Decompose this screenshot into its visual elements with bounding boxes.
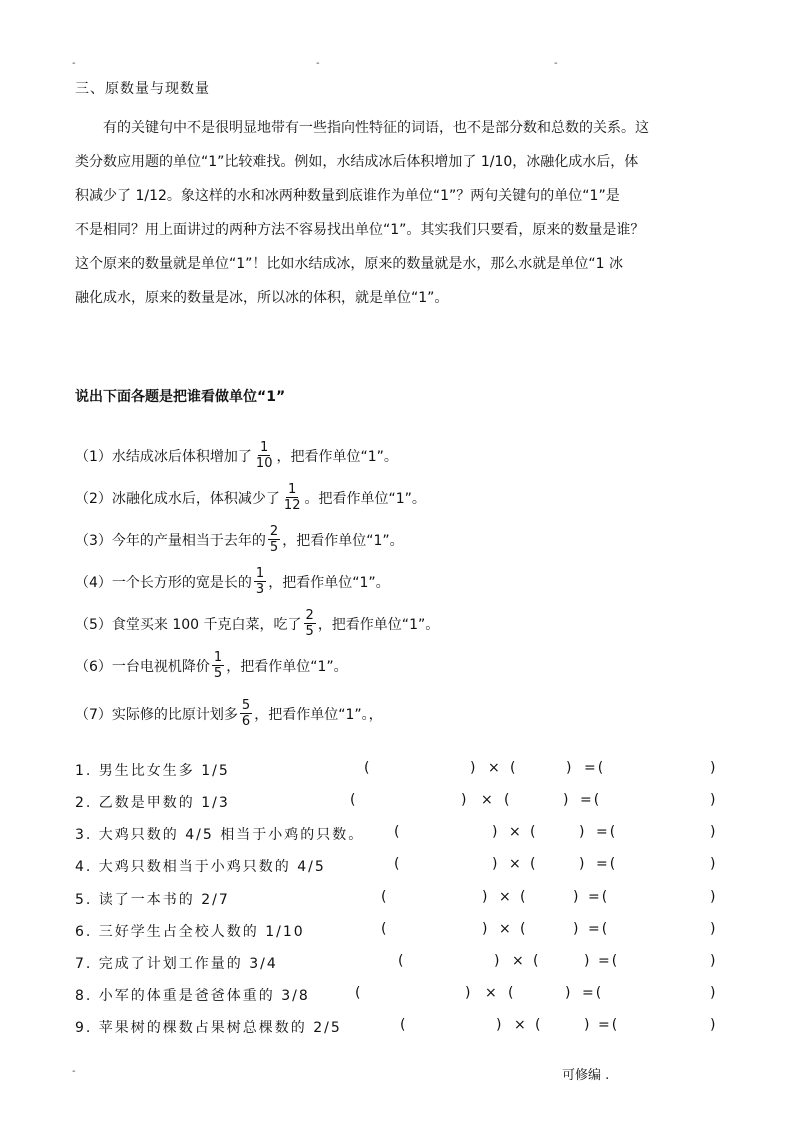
equals-blank-open[interactable]: =(: [588, 921, 610, 937]
blank-open[interactable]: (: [398, 953, 406, 969]
section-title: 三、原数量与现数量: [75, 81, 210, 97]
blank-close[interactable]: ): [492, 824, 500, 840]
blank-open[interactable]: (: [355, 985, 363, 1001]
fraction-numerator: 1: [288, 482, 297, 497]
exercise-text: 8. 小军的体重是爸爸体重的 3/8: [75, 988, 310, 1004]
paragraph-line: 不是相同？用上面讲过的两种方法不容易找出单位“1”。其实我们只要看，原来的数量是谁？: [75, 222, 645, 238]
fraction-numerator: 1: [260, 440, 269, 455]
blank-close[interactable]: ): [470, 760, 478, 776]
paragraph-line: 积减少了 1/12。象这样的水和冰两种数量到底谁作为单位“1”？两句关键句的单位“1”是: [75, 188, 620, 204]
blank-close[interactable]: ): [710, 1017, 718, 1033]
blank-close[interactable]: ): [573, 889, 581, 905]
blank-close[interactable]: ): [563, 792, 571, 808]
question-1: [75, 440, 398, 471]
fraction-numerator: 5: [241, 698, 251, 713]
times-sign: ×: [488, 760, 502, 776]
times-sign: ×: [499, 889, 513, 905]
question-text: （7）实际修的比原计划多: [75, 706, 238, 723]
blank-close[interactable]: ): [710, 824, 718, 840]
question-text: ，把看作单位“1”。，: [254, 706, 383, 723]
question-text: ，把看作单位“1”。: [226, 658, 348, 675]
header-mark-right: -: [554, 58, 558, 69]
blank-close[interactable]: ): [482, 921, 490, 937]
fraction: [240, 698, 252, 729]
blank-open[interactable]: (: [533, 953, 541, 969]
question-5: [75, 608, 439, 639]
blank-open[interactable]: (: [381, 921, 389, 937]
blank-close[interactable]: ): [579, 824, 587, 840]
equals-blank-open[interactable]: =(: [588, 889, 610, 905]
exercise-text: 7. 完成了计划工作量的 3/4: [75, 956, 278, 972]
question-6: [75, 650, 348, 681]
fraction-denominator: 5: [213, 666, 223, 681]
paragraph-line: 类分数应用题的单位“1”比较难找。例如，水结成冰后体积增加了 1/10，冰融化成水后，体: [75, 154, 639, 170]
equals-blank-open[interactable]: =(: [598, 1017, 620, 1033]
blank-close[interactable]: ): [710, 792, 718, 808]
question-text: （3）今年的产量相当于去年的: [75, 532, 266, 549]
equals-blank-open[interactable]: =(: [584, 760, 606, 776]
blank-open[interactable]: (: [394, 856, 402, 872]
exercise-text: 1. 男生比女生多 1/5: [75, 763, 230, 779]
blank-close[interactable]: ): [461, 792, 469, 808]
fraction-numerator: 1: [255, 566, 265, 581]
question-7: [75, 698, 383, 729]
question-text: ，把看作单位“1”。: [268, 574, 390, 591]
fraction: [254, 566, 266, 597]
blank-open[interactable]: (: [394, 824, 402, 840]
question-2: [75, 482, 426, 513]
fraction-numerator: 1: [213, 650, 223, 665]
blank-open[interactable]: (: [520, 889, 528, 905]
equals-blank-open[interactable]: =(: [582, 985, 604, 1001]
blank-open[interactable]: (: [520, 921, 528, 937]
fraction: [282, 482, 303, 513]
question-text: （2）冰融化成水后，体积减少了: [75, 490, 280, 507]
header-mark-left: -: [72, 58, 76, 69]
footer-text: 可修编 .: [562, 1068, 610, 1083]
blank-close[interactable]: ): [710, 985, 718, 1001]
fraction-denominator: 5: [305, 624, 314, 639]
question-text: 。把看作单位“1”。: [304, 490, 426, 507]
question-text: （5）食堂买来 100 千克白菜，吃了: [75, 616, 302, 633]
paragraph-line: 融化成水，原来的数量是冰，所以冰的体积，就是单位“1”。: [75, 290, 449, 306]
header-mark-center: -: [316, 58, 320, 69]
paragraph-line: 这个原来的数量就是单位“1”！比如水结成冰，原来的数量就是水，那么水就是单位“1 冰: [75, 256, 624, 272]
fraction-denominator: 3: [255, 582, 265, 597]
blank-open[interactable]: (: [510, 760, 518, 776]
question-text: （6）一台电视机降价: [75, 658, 210, 675]
blank-close[interactable]: ): [710, 953, 718, 969]
times-sign: ×: [485, 985, 499, 1001]
times-sign: ×: [481, 792, 495, 808]
fraction-denominator: 6: [241, 714, 251, 729]
blank-close[interactable]: ): [710, 889, 718, 905]
blank-close[interactable]: ): [584, 953, 592, 969]
footer-mark: -: [72, 1066, 76, 1077]
exercise-text: 9. 苹果树的棵数占果树总棵数的 2/5: [75, 1020, 342, 1036]
question-text: （4）一个长方形的宽是长的: [75, 574, 252, 591]
blank-close[interactable]: ): [584, 1017, 592, 1033]
blank-close[interactable]: ): [492, 856, 500, 872]
blank-open[interactable]: (: [530, 856, 538, 872]
blank-open[interactable]: (: [350, 792, 358, 808]
blank-open[interactable]: (: [381, 889, 389, 905]
paragraph-line: 有的关键句中不是很明显地带有一些指向性特征的词语，也不是部分数和总数的关系。这: [103, 120, 649, 136]
fraction: [254, 440, 275, 471]
blank-close[interactable]: ): [710, 856, 718, 872]
times-sign: ×: [499, 921, 513, 937]
blank-close[interactable]: ): [494, 953, 502, 969]
blank-close[interactable]: ): [579, 856, 587, 872]
times-sign: ×: [512, 953, 526, 969]
blank-open[interactable]: (: [504, 792, 512, 808]
fraction: [304, 608, 316, 639]
blank-open[interactable]: (: [508, 985, 516, 1001]
blank-open[interactable]: (: [535, 1017, 543, 1033]
exercise-text: 4. 大鸡只数相当于小鸡只数的 4/5: [75, 859, 326, 875]
question-text: ，把看作单位“1”。: [282, 532, 404, 549]
question-text: （1）水结成冰后体积增加了: [75, 448, 252, 465]
blank-close[interactable]: ): [465, 985, 473, 1001]
exercise-heading: 说出下面各题是把谁看做单位“1”: [75, 389, 286, 405]
question-text: ，把看作单位“1”。: [317, 616, 440, 633]
times-sign: ×: [509, 824, 523, 840]
equals-blank-open[interactable]: =(: [596, 824, 618, 840]
exercise-text: 5. 读了一本书的 2/7: [75, 892, 230, 908]
blank-open[interactable]: (: [364, 760, 372, 776]
blank-open[interactable]: (: [400, 1017, 408, 1033]
fraction-denominator: 10: [255, 456, 273, 471]
blank-close[interactable]: ): [565, 985, 573, 1001]
equals-blank-open[interactable]: =(: [596, 856, 618, 872]
blank-close[interactable]: ): [710, 921, 718, 937]
blank-close[interactable]: ): [566, 760, 574, 776]
intro-paragraph: [75, 114, 725, 318]
question-4: [75, 566, 390, 597]
equals-blank-open[interactable]: =(: [580, 792, 602, 808]
exercise-text: 3. 大鸡只数的 4/5 相当于小鸡的只数。: [75, 827, 365, 843]
exercise-text: 6. 三好学生占全校人数的 1/10: [75, 924, 305, 940]
times-sign: ×: [509, 856, 523, 872]
blank-close[interactable]: ): [496, 1017, 504, 1033]
fraction-denominator: 12: [283, 498, 301, 513]
blank-close[interactable]: ): [482, 889, 490, 905]
blank-close[interactable]: ): [710, 760, 718, 776]
blank-close[interactable]: ): [573, 921, 581, 937]
times-sign: ×: [514, 1017, 528, 1033]
exercise-text: 2. 乙数是甲数的 1/3: [75, 795, 230, 811]
fraction: [268, 524, 280, 555]
question-text: ，把看作单位“1”。: [276, 448, 398, 465]
fraction-numerator: 2: [305, 608, 314, 623]
fraction-denominator: 5: [269, 540, 279, 555]
fraction-numerator: 2: [269, 524, 279, 539]
blank-open[interactable]: (: [530, 824, 538, 840]
question-3: [75, 524, 404, 555]
equals-blank-open[interactable]: =(: [598, 953, 620, 969]
fraction: [212, 650, 224, 681]
